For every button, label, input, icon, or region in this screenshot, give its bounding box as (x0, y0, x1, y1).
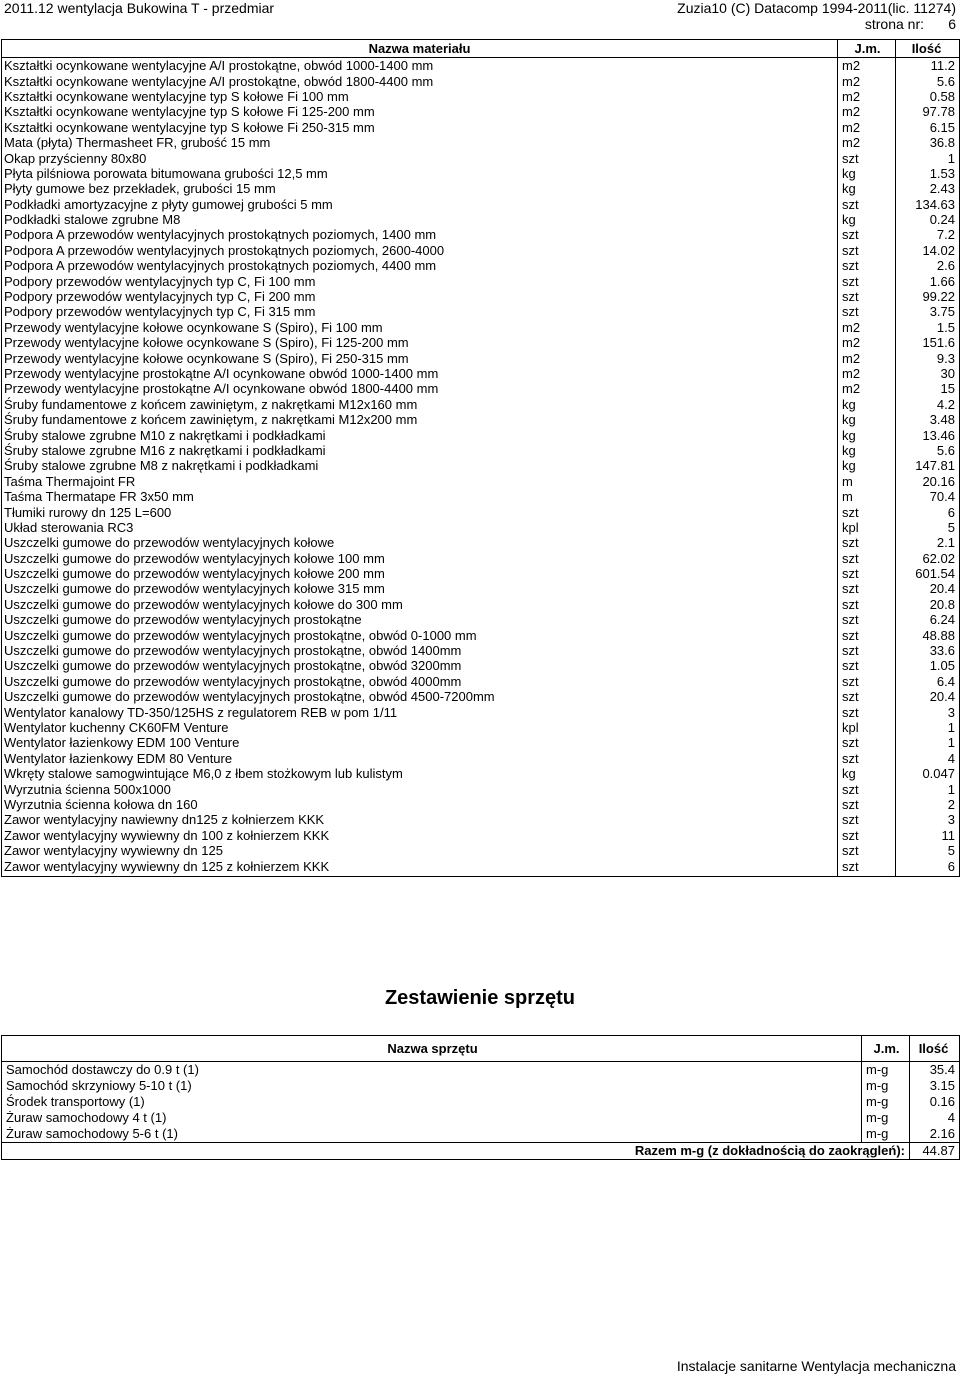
item-quantity: 5.6 (936, 442, 955, 458)
equipment-col-name: Nazwa sprzętu (2, 1036, 862, 1062)
item-unit: szt (838, 674, 896, 689)
table-row (2, 535, 960, 550)
item-name: Uszczelki gumowe do przewodów wentylacyjnych prostokątne, obwód 0-1000 mm (2, 627, 838, 642)
item-name: Kształtki ocynkowane wentylacyjne A/I prostokątne, obwód 1000-1400 mm (2, 58, 838, 74)
table-row (2, 150, 960, 165)
item-quantity: 3 (947, 704, 955, 720)
item-quantity: 0.58 (929, 88, 955, 104)
item-unit: m (838, 474, 896, 489)
table-row (2, 474, 960, 489)
table-row (2, 520, 960, 535)
item-quantity: 9.3 (936, 350, 955, 366)
item-name: Uszczelki gumowe do przewodów wentylacyjnych prostokątne, obwód 4000mm (2, 674, 838, 689)
table-row (2, 643, 960, 658)
item-name: Zawor wentylacyjny nawiewny dn125 z kołnierzem KKK (2, 812, 838, 827)
item-unit: m2 (838, 58, 896, 74)
item-unit: kg (838, 212, 896, 227)
item-quantity: 4 (947, 1110, 955, 1125)
item-name: Żuraw samochodowy 5-6 t (1) (2, 1126, 862, 1143)
document-footer: Instalacje sanitarne Wentylacja mechaniczna (676, 1358, 956, 1374)
item-unit: kg (838, 397, 896, 412)
item-unit: kg (838, 427, 896, 442)
item-unit: szt (838, 612, 896, 627)
item-unit: szt (838, 150, 896, 165)
item-quantity: 99.22 (922, 289, 955, 305)
item-name: Uszczelki gumowe do przewodów wentylacyjnych kołowe 100 mm (2, 551, 838, 566)
item-name: Okap przyścienny 80x80 (2, 150, 838, 165)
item-unit: m2 (838, 104, 896, 119)
item-unit: szt (838, 658, 896, 673)
item-name: Środek transportowy (1) (2, 1094, 862, 1110)
item-unit: m (838, 489, 896, 504)
item-name: Podpora A przewodów wentylacyjnych prostokątnych poziomych, 4400 mm (2, 258, 838, 273)
document-header-info (677, 0, 956, 32)
item-quantity: 15 (940, 381, 955, 397)
item-unit: szt (838, 689, 896, 704)
item-quantity: 20.4 (929, 689, 955, 705)
item-quantity: 11 (941, 827, 955, 843)
table-row (2, 412, 960, 427)
equipment-total-row (2, 1143, 960, 1160)
item-quantity: 2.16 (929, 1126, 955, 1141)
item-quantity: 5 (947, 519, 955, 535)
item-quantity: 4.2 (936, 396, 955, 412)
table-row (2, 104, 960, 119)
item-unit: m2 (838, 366, 896, 381)
item-unit: m2 (838, 73, 896, 88)
table-row (2, 335, 960, 350)
item-name: Przewody wentylacyjne prostokątne A/I ocynkowane obwód 1800-4400 mm (2, 381, 838, 396)
table-row (2, 766, 960, 781)
table-row (2, 566, 960, 581)
item-quantity: 0.16 (929, 1094, 955, 1109)
item-unit: szt (838, 243, 896, 258)
item-quantity: 20.4 (929, 581, 955, 597)
item-name: Śruby stalowe zgrubne M16 z nakrętkami i podkładkami (2, 443, 838, 458)
item-quantity: 2 (947, 796, 955, 812)
item-quantity: 20.8 (929, 596, 955, 612)
item-unit: szt (838, 828, 896, 843)
item-quantity: 3.75 (929, 304, 955, 320)
table-row (2, 166, 960, 181)
table-row (2, 258, 960, 273)
table-row (2, 1094, 960, 1110)
item-quantity: 7.2 (936, 227, 955, 243)
item-quantity: 151.6 (922, 335, 955, 351)
item-quantity: 3.15 (929, 1078, 955, 1093)
item-quantity: 147.81 (915, 458, 955, 474)
item-name: Wentylator kuchenny CK60FM Venture (2, 720, 838, 735)
equipment-total-label: Razem m-g (z dokładnością do zaokrągleń): (2, 1143, 910, 1160)
item-quantity: 1.53 (929, 165, 955, 181)
item-unit: szt (838, 551, 896, 566)
item-quantity: 1 (947, 719, 955, 735)
table-row (2, 858, 960, 876)
item-quantity: 6 (947, 504, 955, 520)
item-unit: kg (838, 443, 896, 458)
item-quantity: 2.6 (936, 258, 955, 274)
item-unit: kg (838, 458, 896, 473)
item-name: Śruby stalowe zgrubne M10 z nakrętkami i podkładkami (2, 427, 838, 442)
item-quantity: 3.48 (929, 412, 955, 428)
table-row (2, 828, 960, 843)
item-unit: szt (838, 581, 896, 596)
item-name: Podpory przewodów wentylacyjnych typ C, Fi 315 mm (2, 304, 838, 319)
item-name: Wentylator łazienkowy EDM 100 Venture (2, 735, 838, 750)
table-row (2, 658, 960, 673)
item-quantity: 97.78 (922, 104, 955, 120)
equipment-table (1, 1035, 960, 1160)
item-unit: szt (838, 289, 896, 304)
item-name: Przewody wentylacyjne kołowe ocynkowane S (Spiro), Fi 125-200 mm (2, 335, 838, 350)
item-name: Podpora A przewodów wentylacyjnych prostokątnych poziomych, 1400 mm (2, 227, 838, 242)
materials-body (2, 58, 960, 877)
table-row (2, 227, 960, 242)
item-unit: kpl (838, 520, 896, 535)
item-name: Układ sterowania RC3 (2, 520, 838, 535)
item-name: Kształtki ocynkowane wentylacyjne typ S kołowe Fi 250-315 mm (2, 120, 838, 135)
item-name: Śruby fundamentowe z końcem zawiniętym, z nakrętkami M12x160 mm (2, 397, 838, 412)
item-quantity: 70.4 (929, 489, 955, 505)
item-unit: szt (838, 304, 896, 319)
item-name: Podpory przewodów wentylacyjnych typ C, Fi 200 mm (2, 289, 838, 304)
table-row (2, 458, 960, 473)
item-name: Uszczelki gumowe do przewodów wentylacyjnych prostokątne (2, 612, 838, 627)
item-name: Przewody wentylacyjne kołowe ocynkowane S (Spiro), Fi 250-315 mm (2, 350, 838, 365)
table-row (2, 443, 960, 458)
item-quantity: 20.16 (922, 473, 955, 489)
item-name: Uszczelki gumowe do przewodów wentylacyjnych kołowe 200 mm (2, 566, 838, 581)
table-row (2, 135, 960, 150)
table-row (2, 627, 960, 642)
table-row (2, 73, 960, 88)
table-row (2, 58, 960, 74)
item-name: Przewody wentylacyjne prostokątne A/I ocynkowane obwód 1000-1400 mm (2, 366, 838, 381)
table-row (2, 320, 960, 335)
item-name: Uszczelki gumowe do przewodów wentylacyjnych prostokątne, obwód 3200mm (2, 658, 838, 673)
page-label: strona nr: (864, 16, 924, 32)
item-unit: kg (838, 181, 896, 196)
item-unit: szt (838, 566, 896, 581)
item-name: Uszczelki gumowe do przewodów wentylacyjnych kołowe 315 mm (2, 581, 838, 596)
item-unit: kg (838, 412, 896, 427)
page-number: 6 (948, 16, 956, 32)
table-row (2, 551, 960, 566)
item-quantity: 5 (947, 843, 955, 859)
item-name: Kształtki ocynkowane wentylacyjne A/I prostokątne, obwód 1800-4400 mm (2, 73, 838, 88)
item-quantity: 1.5 (936, 319, 955, 335)
item-quantity: 14.02 (922, 242, 955, 258)
table-row (2, 735, 960, 750)
item-name: Wyrzutnia ścienna 500x1000 (2, 781, 838, 796)
item-unit: szt (838, 704, 896, 719)
item-unit: szt (838, 197, 896, 212)
item-name: Podpory przewodów wentylacyjnych typ C, Fi 100 mm (2, 273, 838, 288)
item-name: Wkręty stalowe samogwintujące M6,0 z łbem stożkowym lub kulistym (2, 766, 838, 781)
item-quantity: 2.43 (929, 181, 955, 197)
item-unit: m2 (838, 89, 896, 104)
materials-table (1, 39, 960, 877)
page-indicator (677, 16, 956, 32)
item-unit: m2 (838, 120, 896, 135)
item-quantity: 134.63 (915, 196, 955, 212)
table-row (2, 581, 960, 596)
item-quantity: 4 (947, 750, 955, 766)
item-name: Uszczelki gumowe do przewodów wentylacyjnych prostokątne, obwód 4500-7200mm (2, 689, 838, 704)
item-unit: szt (838, 812, 896, 827)
item-unit: szt (838, 797, 896, 812)
item-quantity: 0.047 (922, 766, 955, 782)
table-row (2, 1110, 960, 1126)
table-row (2, 751, 960, 766)
item-name: Kształtki ocynkowane wentylacyjne typ S kołowe Fi 100 mm (2, 89, 838, 104)
table-row (2, 289, 960, 304)
item-quantity: 2.1 (936, 535, 955, 551)
item-name: Uszczelki gumowe do przewodów wentylacyjnych prostokątne, obwód 1400mm (2, 643, 838, 658)
table-row (2, 350, 960, 365)
item-quantity: 33.6 (929, 643, 955, 659)
item-name: Uszczelki gumowe do przewodów wentylacyjnych kołowe do 300 mm (2, 597, 838, 612)
item-unit: m-g (862, 1110, 910, 1126)
item-name: Płyty gumowe bez przekładek, grubości 15 mm (2, 181, 838, 196)
item-quantity: 1.66 (929, 273, 955, 289)
item-name: Zawor wentylacyjny wywiewny dn 125 z kołnierzem KKK (2, 858, 838, 876)
item-quantity: 6.4 (936, 673, 955, 689)
item-name: Wentylator kanalowy TD-350/125HS z regulatorem REB w pom 1/11 (2, 704, 838, 719)
item-name: Taśma Thermajoint FR (2, 474, 838, 489)
item-name: Kształtki ocynkowane wentylacyjne typ S kołowe Fi 125-200 mm (2, 104, 838, 119)
item-unit: kg (838, 766, 896, 781)
equipment-col-qty: Ilość (910, 1036, 960, 1062)
table-row (2, 366, 960, 381)
item-quantity: 1 (947, 150, 955, 166)
table-row (2, 812, 960, 827)
item-unit: m2 (838, 135, 896, 150)
item-name: Uszczelki gumowe do przewodów wentylacyjnych kołowe (2, 535, 838, 550)
item-name: Samochód dostawczy do 0.9 t (1) (2, 1062, 862, 1079)
item-quantity: 62.02 (922, 550, 955, 566)
software-license: Zuzia10 (C) Datacomp 1994-2011(lic. 11274) (677, 0, 956, 16)
table-row (2, 674, 960, 689)
item-unit: szt (838, 258, 896, 273)
table-row (2, 797, 960, 812)
item-unit: m2 (838, 335, 896, 350)
equipment-section-title: Zestawienie sprzętu (384, 987, 576, 1009)
item-quantity: 5.6 (936, 73, 955, 89)
item-unit: kg (838, 166, 896, 181)
table-row (2, 243, 960, 258)
item-unit: szt (838, 504, 896, 519)
item-quantity: 36.8 (929, 135, 955, 151)
item-name: Wentylator łazienkowy EDM 80 Venture (2, 751, 838, 766)
item-quantity: 6.24 (929, 612, 955, 628)
table-row (2, 89, 960, 104)
item-unit: m-g (862, 1126, 910, 1143)
item-unit: m-g (862, 1078, 910, 1094)
document-header-title: 2011.12 wentylacja Bukowina T - przedmiar (4, 0, 275, 16)
table-row (2, 304, 960, 319)
table-row (2, 381, 960, 396)
item-unit: m-g (862, 1094, 910, 1110)
item-quantity: 6 (947, 858, 955, 874)
item-unit: szt (838, 627, 896, 642)
item-name: Płyta pilśniowa porowata bitumowana grubości 12,5 mm (2, 166, 838, 181)
item-name: Wyrzutnia ścienna kołowa dn 160 (2, 797, 838, 812)
item-unit: szt (838, 843, 896, 858)
item-name: Podkładki amortyzacyjne z płyty gumowej grubości 5 mm (2, 197, 838, 212)
item-unit: szt (838, 535, 896, 550)
item-name: Mata (płyta) Thermasheet FR, grubość 15 mm (2, 135, 838, 150)
item-quantity: 11.2 (930, 58, 955, 74)
materials-col-unit: J.m. (838, 40, 896, 58)
table-row (2, 1062, 960, 1079)
table-row (2, 704, 960, 719)
table-row (2, 781, 960, 796)
item-unit: szt (838, 597, 896, 612)
table-row (2, 720, 960, 735)
item-unit: szt (838, 227, 896, 242)
item-unit: szt (838, 735, 896, 750)
table-row (2, 397, 960, 412)
item-quantity: 3 (947, 812, 955, 828)
table-row (2, 504, 960, 519)
item-unit: szt (838, 781, 896, 796)
item-quantity: 30 (940, 366, 955, 381)
table-row (2, 843, 960, 858)
item-name: Śruby fundamentowe z końcem zawiniętym, z nakrętkami M12x200 mm (2, 412, 838, 427)
table-row (2, 273, 960, 288)
item-unit: m2 (838, 320, 896, 335)
item-unit: m2 (838, 381, 896, 396)
table-row (2, 1078, 960, 1094)
equipment-total-value: 44.87 (910, 1143, 960, 1160)
item-name: Podpora A przewodów wentylacyjnych prostokątnych poziomych, 2600-4000 (2, 243, 838, 258)
item-unit: szt (838, 751, 896, 766)
item-unit: kpl (838, 720, 896, 735)
equipment-col-unit: J.m. (862, 1036, 910, 1062)
materials-header-row (2, 40, 960, 58)
item-quantity: 1 (947, 781, 955, 797)
equipment-header-row (2, 1036, 960, 1062)
item-quantity: 601.54 (915, 566, 955, 582)
item-unit: m-g (862, 1062, 910, 1079)
table-row (2, 181, 960, 196)
item-quantity: 0.24 (929, 212, 955, 228)
table-row (2, 120, 960, 135)
item-unit: szt (838, 643, 896, 658)
table-row (2, 197, 960, 212)
item-name: Śruby stalowe zgrubne M8 z nakrętkami i podkładkami (2, 458, 838, 473)
item-quantity: 48.88 (922, 627, 955, 643)
item-quantity: 35.4 (929, 1062, 955, 1077)
table-row (2, 612, 960, 627)
item-name: Podkładki stalowe zgrubne M8 (2, 212, 838, 227)
item-unit: szt (838, 858, 896, 876)
table-row (2, 212, 960, 227)
item-quantity: 13.46 (922, 427, 955, 443)
equipment-body (2, 1062, 960, 1143)
item-quantity: 1.05 (929, 658, 955, 674)
item-unit: m2 (838, 350, 896, 365)
item-name: Samochód skrzyniowy 5-10 t (1) (2, 1078, 862, 1094)
item-name: Żuraw samochodowy 4 t (1) (2, 1110, 862, 1126)
item-name: Tłumiki rurowy dn 125 L=600 (2, 504, 838, 519)
materials-col-name: Nazwa materiału (2, 40, 838, 58)
item-name: Taśma Thermatape FR 3x50 mm (2, 489, 838, 504)
item-quantity: 6.15 (929, 119, 955, 135)
table-row (2, 1126, 960, 1143)
item-name: Zawor wentylacyjny wywiewny dn 125 (2, 843, 838, 858)
table-row (2, 489, 960, 504)
item-quantity: 1 (947, 735, 955, 751)
item-name: Przewody wentylacyjne kołowe ocynkowane S (Spiro), Fi 100 mm (2, 320, 838, 335)
table-row (2, 597, 960, 612)
table-row (2, 427, 960, 442)
item-name: Zawor wentylacyjny wywiewny dn 100 z kołnierzem KKK (2, 828, 838, 843)
item-unit: szt (838, 273, 896, 288)
materials-col-qty: Ilość (896, 40, 960, 58)
table-row (2, 689, 960, 704)
